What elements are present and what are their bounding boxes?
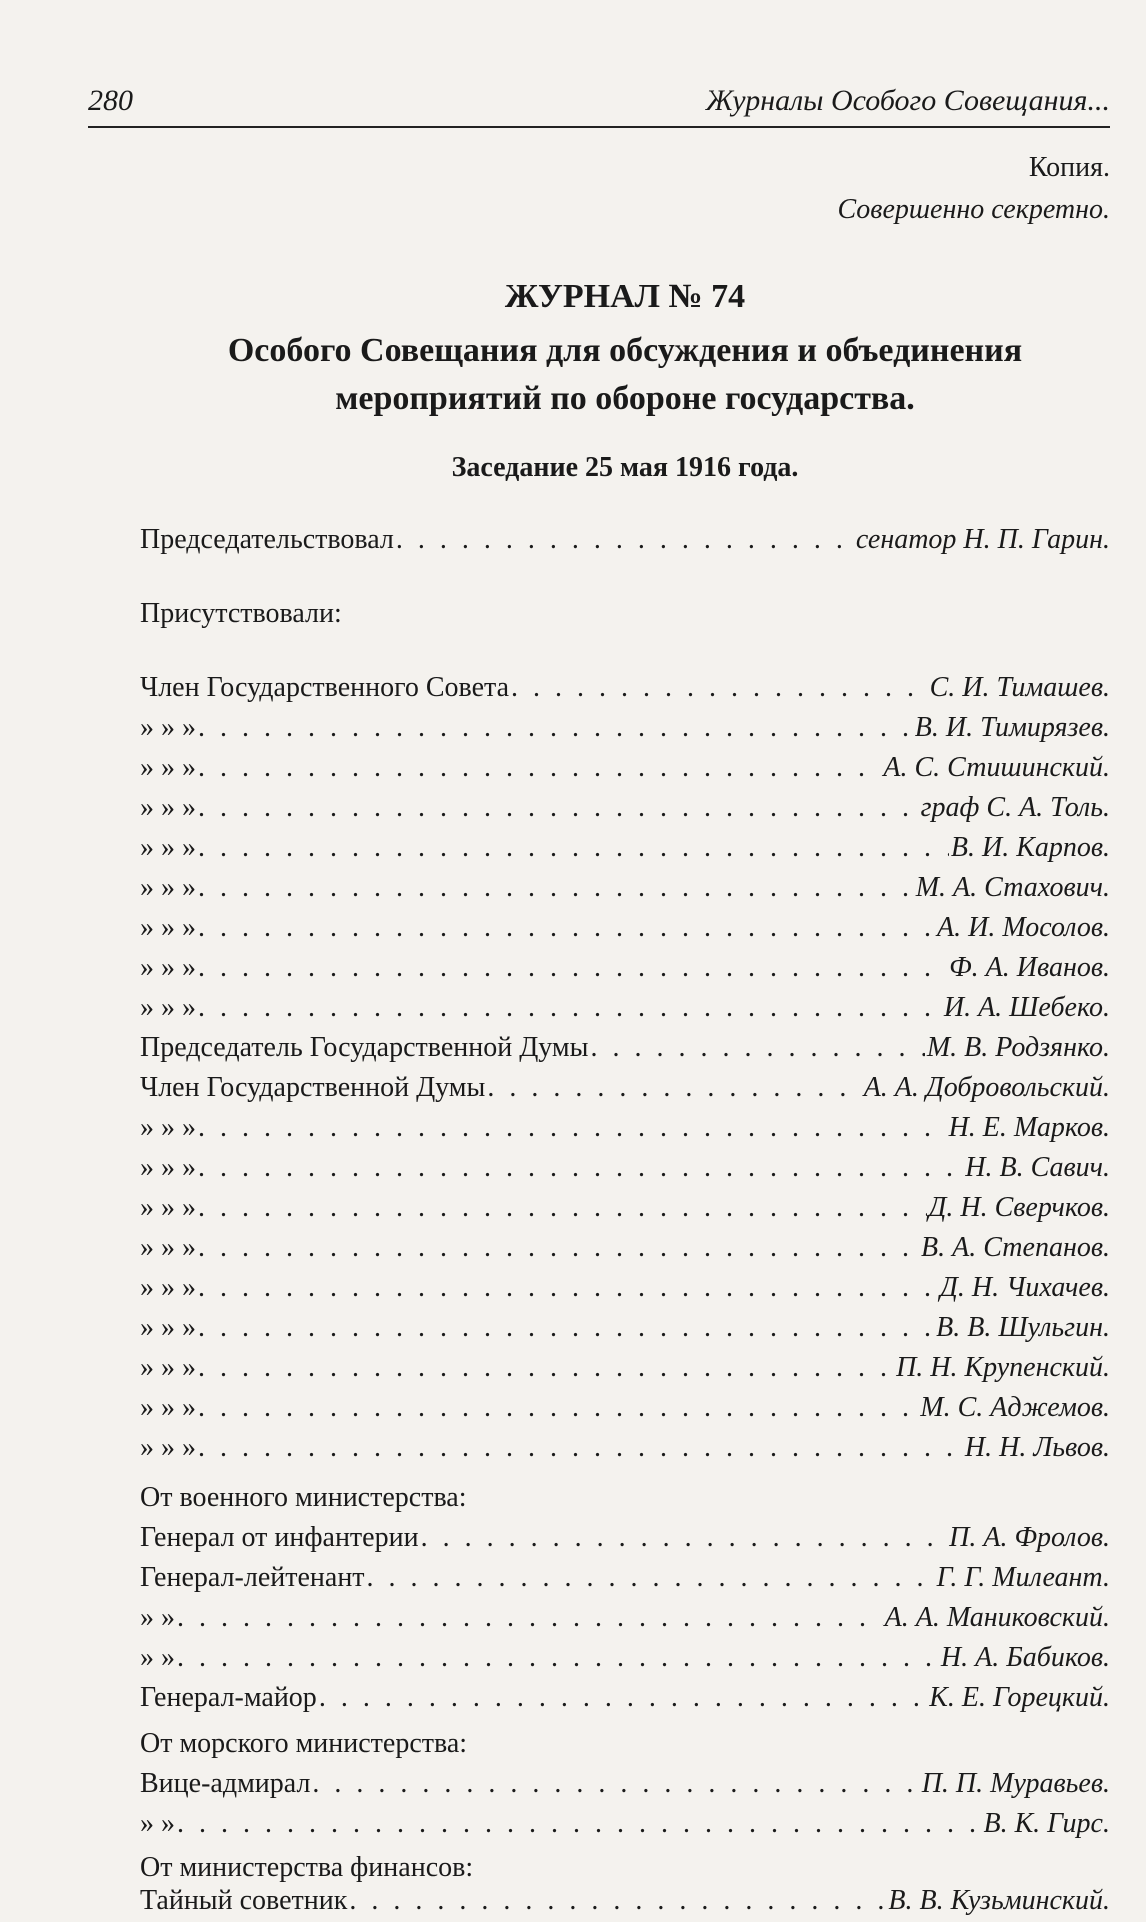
finance-ministry-row: Тайный советник . . . В. В. Кузьминский. [140,1885,1110,1917]
row-value: сенатор Н. П. Гарин. [855,524,1110,555]
page-header [88,78,1110,128]
member-row: Член Государственного Совета . . . С. И. Тимашев. [140,672,1110,704]
session-date: Заседание 25 мая 1916 года. [451,452,799,483]
journal-title: ЖУРНАЛ № 74 [504,278,746,315]
member-row: Член Государственной Думы . . . А. А. Добровольский. [140,1072,1110,1104]
war-ministry-row: » » . . . Н. А. Бабиков. [140,1642,1110,1674]
member-row: » » » . . . В. В. Шульгин. [140,1312,1110,1344]
member-row: » » » . . . Н. В. Савич. [140,1152,1110,1184]
title-line-2: мероприятий по обороне государства. [335,380,915,417]
secret-mark: Совершенно секретно. [837,194,1110,225]
war-ministry-row: Генерал-лейтенант . . . Г. Г. Милеант. [140,1562,1110,1594]
member-row: » » » . . . Ф. А. Иванов. [140,952,1110,984]
war-ministry-row: » » . . . А. А. Маниковский. [140,1602,1110,1634]
member-row: » » » . . . П. Н. Крупенский. [140,1352,1110,1384]
member-row: » » » . . . И. А. Шебеко. [140,992,1110,1024]
member-row: » » » . . . М. С. Аджемов. [140,1392,1110,1424]
member-row: » » » . . . А. С. Стишинский. [140,752,1110,784]
member-row: » » » . . . Н. Н. Львов. [140,1432,1110,1464]
navy-ministry-row: » » . . . В. К. Гирс. [140,1808,1110,1840]
row-label: Председательствовал [140,524,394,555]
war-ministry-heading: От военного министерства: [140,1482,467,1513]
finance-ministry-heading: От министерства финансов: [140,1852,474,1883]
member-row: » » » . . . В. И. Тимирязев. [140,712,1110,744]
page-number: 280 [88,84,133,117]
present-label: Присутствовали: [140,598,342,629]
member-row: » » » . . . М. А. Стахович. [140,872,1110,904]
member-row: » » » . . . Д. Н. Сверчков. [140,1192,1110,1224]
running-title: Журналы Особого Совещания... [705,84,1110,117]
member-row: » » » . . . А. И. Мосолов. [140,912,1110,944]
chair-row [140,524,1110,556]
member-row: » » » . . . В. А. Степанов. [140,1232,1110,1264]
war-ministry-row: Генерал от инфантерии . . . П. А. Фролов. [140,1522,1110,1554]
member-row: » » » . . . Д. Н. Чихачев. [140,1272,1110,1304]
member-row: » » » . . . Н. Е. Марков. [140,1112,1110,1144]
navy-ministry-row: Вице-адмирал . . . П. П. Муравьев. [140,1768,1110,1800]
navy-ministry-heading: От морского министерства: [140,1728,468,1759]
member-row: » » » . . . граф С. А. Толь. [140,792,1110,824]
war-ministry-row: Генерал-майор . . . К. Е. Горецкий. [140,1682,1110,1714]
title-line-1: Особого Совещания для обсуждения и объединения [227,332,1023,369]
copy-mark: Копия. [1028,152,1110,183]
member-row: Председатель Государственной Думы . . . М. В. Родзянко. [140,1032,1110,1064]
member-row: » » » . . . В. И. Карпов. [140,832,1110,864]
